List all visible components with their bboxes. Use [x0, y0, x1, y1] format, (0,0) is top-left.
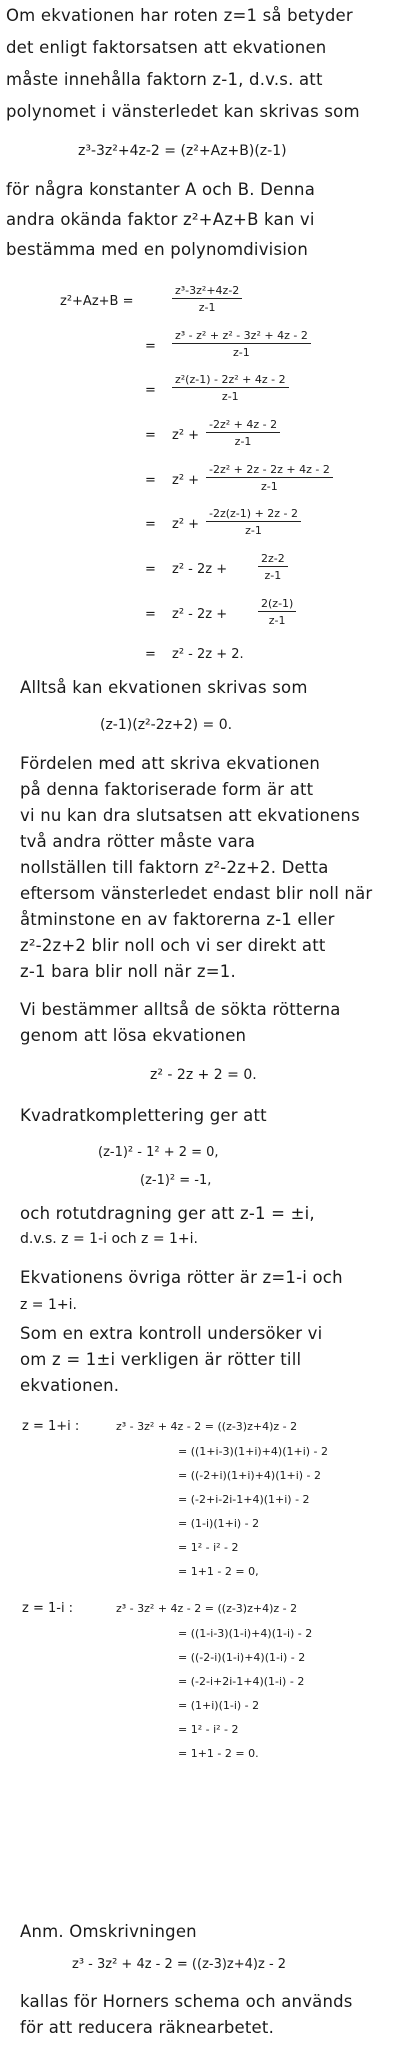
division-result: z² - 2z + 2. [172, 647, 244, 662]
division-step-8-prefix: z² - 2z + [172, 607, 228, 622]
para7: och rotutdragning ger att z-1 = ±i, [20, 1204, 315, 1223]
check1-step-2: = ((-2+i)(1+i)+4)(1+i) - 2 [178, 1469, 322, 1482]
division-step-2 [172, 330, 311, 358]
division-step-5 [206, 464, 333, 492]
intro-line-2: det enligt faktorsatsen att ekvationen [6, 38, 327, 57]
factored-equation: (z-1)(z²-2z+2) = 0. [100, 717, 233, 733]
division-step-1-denominator: z-1 [198, 301, 216, 314]
para7-roots: d.v.s. z = 1-i och z = 1+i. [20, 1231, 199, 1247]
para8-line-1: Ekvationens övriga rötter är z=1-i och [20, 1268, 343, 1287]
check2-step-2: = ((-2-i)(1-i)+4)(1-i) - 2 [178, 1651, 306, 1664]
division-step-3-numerator: z²(z-1) - 2z² + 4z - 2 [172, 374, 289, 388]
division-step-4-prefix: z² + [172, 428, 200, 443]
division-step-2-denominator: z-1 [233, 346, 250, 359]
para4-line-2: på denna faktoriserade form är att [20, 780, 314, 799]
division-step-5-numerator: -2z² + 2z - 2z + 4z - 2 [206, 464, 333, 478]
note-equation: z³ - 3z² + 4z - 2 = ((z-3)z+4)z - 2 [72, 1957, 287, 1972]
equals-sign: = [145, 607, 156, 622]
check1-step-4: = (1-i)(1+i) - 2 [178, 1517, 260, 1530]
check1-step-5: = 1² - i² - 2 [178, 1541, 239, 1554]
para6: Kvadratkomplettering ger att [20, 1106, 267, 1125]
check2-step-4: = (1+i)(1-i) - 2 [178, 1699, 260, 1712]
para4-line-6: eftersom vänsterledet endast blir noll när [20, 884, 373, 903]
division-step-8-numerator: 2(z-1) [258, 598, 296, 612]
para4-line-5: nollställen till faktorn z²-2z+2. Detta [20, 858, 329, 877]
check2-step-6: = 1+1 - 2 = 0. [178, 1747, 259, 1760]
intro-line-1: Om ekvationen har roten z=1 så betyder [6, 6, 353, 25]
intro-line-4: polynomet i vänsterledet kan skrivas som [6, 102, 360, 121]
division-step-7-prefix: z² - 2z + [172, 562, 228, 577]
para4-line-1: Fördelen med att skriva ekvationen [20, 754, 321, 773]
division-step-6-prefix: z² + [172, 517, 200, 532]
para9-line-1: Som en extra kontroll undersöker vi [20, 1324, 323, 1343]
para4-line-9: z-1 bara blir noll när z=1. [20, 962, 236, 981]
para4-line-4: två andra rötter måste vara [20, 832, 256, 851]
check2-step-5: = 1² - i² - 2 [178, 1723, 239, 1736]
quadratic-equation: z² - 2z + 2 = 0. [150, 1067, 257, 1083]
equals-sign: = [145, 339, 156, 354]
para3: Alltså kan ekvationen skrivas som [20, 678, 308, 697]
division-step-3-denominator: z-1 [221, 390, 239, 403]
check1-first-line: z³ - 3z² + 4z - 2 = ((z-3)z+4)z - 2 [116, 1420, 298, 1433]
division-step-3 [172, 374, 289, 402]
check1-step-6: = 1+1 - 2 = 0, [178, 1565, 259, 1578]
para2-line-1: för några konstanter A och B. Denna [6, 180, 316, 199]
division-step-5-denominator: z-1 [261, 480, 278, 493]
para2-line-3: bestämma med en polynomdivision [6, 240, 308, 259]
division-step-6-numerator: -2z(z-1) + 2z - 2 [206, 508, 301, 522]
division-lhs: z²+Az+B = [60, 294, 134, 309]
factor-equation: z³-3z²+4z-2 = (z²+Az+B)(z-1) [78, 143, 287, 159]
equals-sign: = [145, 562, 156, 577]
equals-sign: = [145, 473, 156, 488]
division-step-1 [172, 285, 242, 313]
division-step-7 [258, 553, 288, 581]
division-step-8-denominator: z-1 [268, 614, 286, 627]
para4-line-7: åtminstone en av faktorerna z-1 eller [20, 910, 335, 929]
note-line-2: för att reducera räknearbetet. [20, 2018, 275, 2037]
division-step-6-denominator: z-1 [245, 524, 262, 537]
para8-line-2: z = 1+i. [20, 1297, 77, 1313]
division-step-8 [258, 598, 296, 626]
note-title: Anm. Omskrivningen [20, 1922, 197, 1941]
division-step-7-denominator: z-1 [264, 569, 282, 582]
equals-sign: = [145, 428, 156, 443]
equals-sign: = [145, 517, 156, 532]
division-step-4-denominator: z-1 [234, 435, 252, 448]
para9-line-3: ekvationen. [20, 1376, 120, 1395]
division-step-5-prefix: z² + [172, 473, 200, 488]
para4-line-8: z²-2z+2 blir noll och vi ser direkt att [20, 936, 326, 955]
division-step-2-numerator: z³ - z² + z² - 3z² + 4z - 2 [172, 330, 311, 344]
completion-step-1: (z-1)² - 1² + 2 = 0, [98, 1145, 219, 1160]
equals-sign: = [145, 383, 156, 398]
para4-line-3: vi nu kan dra slutsatsen att ekvationens [20, 806, 360, 825]
division-step-6 [206, 508, 301, 536]
para9-line-2: om z = 1±i verkligen är rötter till [20, 1350, 302, 1369]
equals-sign: = [145, 647, 156, 662]
check2-step-3: = (-2-i+2i-1+4)(1-i) - 2 [178, 1675, 305, 1688]
check2-label: z = 1-i : [22, 1601, 74, 1616]
para5-line-2: genom att lösa ekvationen [20, 1026, 247, 1045]
check1-label: z = 1+i : [22, 1419, 80, 1434]
para5-line-1: Vi bestämmer alltså de sökta rötterna [20, 1000, 341, 1019]
division-step-4 [206, 419, 280, 447]
para2-line-2: andra okända faktor z²+Az+B kan vi [6, 210, 315, 229]
division-step-7-numerator: 2z-2 [258, 553, 288, 567]
note-line-1: kallas för Horners schema och används [20, 1992, 353, 2011]
division-step-1-numerator: z³-3z²+4z-2 [172, 285, 242, 299]
check2-step-1: = ((1-i-3)(1-i)+4)(1-i) - 2 [178, 1627, 313, 1640]
check1-step-1: = ((1+i-3)(1+i)+4)(1+i) - 2 [178, 1445, 329, 1458]
check1-step-3: = (-2+i-2i-1+4)(1+i) - 2 [178, 1493, 310, 1506]
intro-line-3: måste innehålla faktorn z-1, d.v.s. att [6, 70, 323, 89]
division-step-4-numerator: -2z² + 4z - 2 [206, 419, 280, 433]
completion-step-2: (z-1)² = -1, [140, 1173, 212, 1188]
check2-first-line: z³ - 3z² + 4z - 2 = ((z-3)z+4)z - 2 [116, 1602, 298, 1615]
